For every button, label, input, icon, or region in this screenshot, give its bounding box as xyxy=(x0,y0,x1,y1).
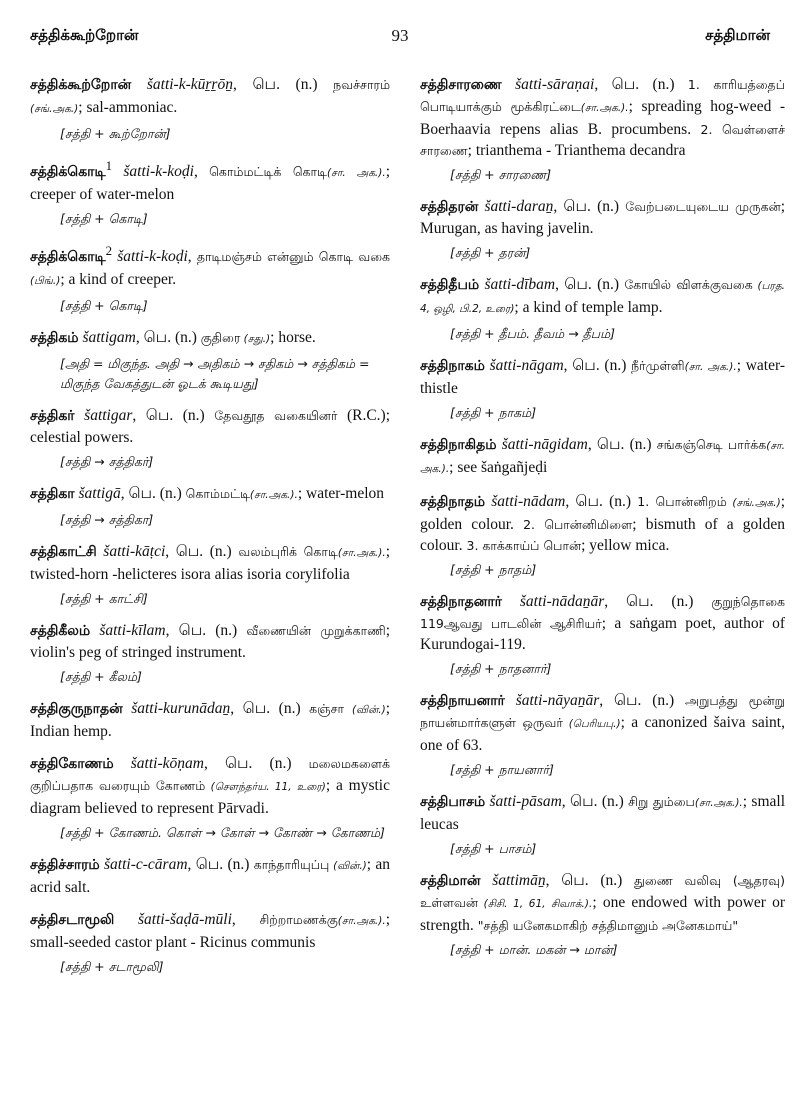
source-citation: (சா. அக.). xyxy=(420,440,785,475)
etymology: [சத்தி + கூற்றோன்] xyxy=(60,126,171,141)
transliteration: šatti-k-koḍi xyxy=(123,163,194,181)
part-of-speech: , xyxy=(187,248,197,266)
headword: சத்திதரன் xyxy=(420,199,479,215)
etymology: [சத்தி → சத்திகா] xyxy=(60,512,154,528)
part-of-speech: , பெ. (n.) xyxy=(165,543,239,561)
entry-body xyxy=(30,698,390,742)
headword: சத்திநாகிதம் xyxy=(420,437,497,453)
english-meaning: ; Indian hemp. xyxy=(30,700,391,741)
english-meaning-3: ; yellow mica. xyxy=(581,537,670,554)
right-column xyxy=(420,74,785,971)
etymology: [சத்தி + கொடி] xyxy=(60,211,148,227)
tamil-meaning: தேவதூத வகையினர் xyxy=(214,408,338,424)
transliteration: šatti-sāraṇai xyxy=(515,76,595,93)
source-citation: (சா.அக.). xyxy=(580,102,629,114)
entry-body xyxy=(420,355,785,399)
etymology: [சத்தி + கீலம்] xyxy=(60,669,142,685)
etymology: [சத்தி + நாகம்] xyxy=(450,405,537,420)
english-meaning: ; sal-ammoniac. xyxy=(78,99,178,116)
entry-body xyxy=(30,854,390,898)
tamil-meaning: தாடிமஞ்சம் என்னும் கொடி வகை xyxy=(196,249,391,265)
homonym-number: 2 xyxy=(105,243,113,259)
english-meaning: ; water-thistle xyxy=(420,357,785,397)
page-number: 93 xyxy=(391,26,409,45)
dictionary-entry xyxy=(30,753,390,843)
english-meaning: ; one endowed with power or strength. xyxy=(420,894,786,934)
entry-body xyxy=(30,620,390,663)
source-citation: (பெரியபு.) xyxy=(562,718,621,730)
tamil-meaning-2: 2. வெள்ளைச் சாரணை xyxy=(420,122,786,158)
entry-body xyxy=(30,155,390,205)
english-meaning: ; golden colour. xyxy=(420,493,786,533)
headword: சத்திமான் xyxy=(420,873,481,889)
transliteration: šatti-nādam xyxy=(491,493,566,510)
english-meaning-2: ; bismuth of a golden colour. xyxy=(420,516,785,554)
english-meaning: ; small leucas xyxy=(420,793,786,833)
transliteration: šatti-nāgidam xyxy=(501,436,588,453)
headword: சத்திக்கொடி xyxy=(30,164,106,181)
transliteration: šatti-nādaṉār xyxy=(519,593,605,610)
part-of-speech: , பெ. (n.) xyxy=(187,856,254,874)
header-first-word: சத்திக்கூற்றோன் xyxy=(30,26,139,44)
headword: சத்திச்சாரம் xyxy=(30,857,100,874)
source-citation: (சது.) xyxy=(240,333,271,346)
part-of-speech: , பெ. (n.) xyxy=(594,76,688,93)
tamil-meaning: வேற்படையுடைய முருகன் xyxy=(625,199,781,214)
entry-body xyxy=(420,74,785,161)
etymology: [சத்தி + பாசம்] xyxy=(450,841,537,856)
headword: சத்திகர் xyxy=(30,408,75,425)
source-citation: (பரத. 4, ஒழி, பி.2, உரை) xyxy=(420,280,785,315)
tamil-meaning-2: 2. பொன்னிமிளை xyxy=(523,517,633,532)
tamil-meaning: மலைமகளைக் குறிப்பதாக வரையும் கோணம் xyxy=(30,756,391,794)
source-citation: (சௌந்தர்ய. 11, உரை) xyxy=(205,781,326,794)
transliteration: šattimāṉ xyxy=(492,872,546,889)
part-of-speech: , பெ. (n.) xyxy=(203,755,309,773)
tamil-meaning: சிற்றாமணக்கு xyxy=(259,912,338,928)
part-of-speech: , பெ. (n.) xyxy=(120,485,186,503)
source-citation: (சங்.அக.) xyxy=(726,497,781,509)
entry-body xyxy=(30,753,390,819)
dictionary-entry xyxy=(30,74,390,144)
etymology: [சத்தி + காட்சி] xyxy=(60,591,148,607)
english-meaning: ; horse. xyxy=(270,329,316,347)
transliteration: šatti-kīlam xyxy=(99,622,166,640)
transliteration: šattigam xyxy=(82,329,136,347)
part-of-speech: , xyxy=(231,911,260,929)
english-meaning: ; violin's peg of stringed instrument. xyxy=(30,622,390,662)
part-of-speech: , பெ. (n.) xyxy=(135,329,201,347)
english-meaning: ; water-melon xyxy=(297,485,385,503)
transliteration: šattigā xyxy=(78,485,121,503)
headword: சத்திநாதம் xyxy=(420,494,486,510)
part-of-speech: , xyxy=(193,163,210,181)
dictionary-entry xyxy=(420,274,785,344)
transliteration: šatti-kurunādaṉ xyxy=(131,700,231,718)
english-meaning: ; spreading hog-weed - Boerhaavia repens alias B. procumbens. xyxy=(420,98,785,138)
part-of-speech: , பெ. (n.) xyxy=(561,793,629,810)
part-of-speech: , பெ. (n.) xyxy=(553,198,626,215)
part-of-speech: , பெ. (n.) xyxy=(232,76,334,93)
entry-body xyxy=(420,690,785,756)
english-meaning: ; an acrid salt. xyxy=(30,856,391,897)
headword: சத்திநாதனார் xyxy=(420,594,502,610)
tamil-meaning: கஞ்சா xyxy=(309,701,345,717)
headword: சத்திநாகம் xyxy=(420,358,485,374)
entry-body xyxy=(30,405,390,448)
english-meaning: ; Murugan, as having javelin. xyxy=(420,198,786,237)
dictionary-entry xyxy=(30,854,390,898)
entry-body xyxy=(420,491,785,556)
entry-body xyxy=(30,541,390,585)
entry-body xyxy=(30,74,390,120)
etymology: [சத்தி + சடாமூலி] xyxy=(60,959,164,975)
source-citation: (வின்.) xyxy=(329,860,367,873)
tamil-meaning-3: 3. காக்காய்ப் பொன் xyxy=(466,538,582,553)
transliteration: šatti-nāgam xyxy=(489,357,564,374)
dictionary-entry xyxy=(420,870,785,960)
etymology: [சத்தி + தீபம். தீவம் → தீபம்] xyxy=(450,326,616,341)
transliteration: šattigar xyxy=(84,407,133,425)
headword: சத்திகா xyxy=(30,486,75,503)
entry-body xyxy=(420,434,785,480)
tamil-meaning: வலம்புரிக் கொடி xyxy=(238,544,338,560)
transliteration: šatti-dībam xyxy=(484,276,556,293)
tamil-meaning: கொம்மட்டிக் கொடி xyxy=(209,164,328,180)
etymology: [சத்தி + நாதனார்] xyxy=(450,661,552,676)
tamil-meaning: கொம்மட்டி xyxy=(185,486,250,502)
source-citation: (சிசி. 1, 61, சிவாக்.). xyxy=(477,898,593,910)
headword: சத்திதீபம் xyxy=(420,277,480,293)
transliteration: šatti-kāṭci xyxy=(103,543,166,561)
headword: சத்திகுருநாதன் xyxy=(30,701,123,718)
source-citation: (சா. அக.). xyxy=(327,167,386,180)
tamil-meaning: கோயில் விளக்குவகை xyxy=(624,277,753,292)
source-citation: (சா. அக.). xyxy=(684,361,737,373)
headword: சத்திபாசம் xyxy=(420,794,486,810)
entry-body xyxy=(30,327,390,350)
entry-body xyxy=(420,591,785,655)
transliteration: šatti-c-cāram xyxy=(104,856,188,874)
headword: சத்திகம் xyxy=(30,330,79,347)
entry-body xyxy=(420,274,785,320)
etymology: [சத்தி + கொடி] xyxy=(60,298,148,314)
headword: சத்திக்கூற்றோன் xyxy=(30,77,132,93)
english-meaning: ; a kind of creeper. xyxy=(60,271,177,289)
entry-body xyxy=(420,196,785,239)
source-citation: (சா.அக.). xyxy=(249,489,298,502)
english-meaning: ; a kind of temple lamp. xyxy=(514,299,663,316)
part-of-speech: , பெ. (n.) xyxy=(599,692,686,709)
english-meaning-2: ; trianthema - Trianthema decandra xyxy=(467,142,686,159)
dictionary-entry xyxy=(420,591,785,679)
part-of-speech: , பெ. (n.) xyxy=(587,436,657,453)
tamil-meaning: குறுந்தொகை 119ஆவது பாடலின் ஆசிரியர் xyxy=(420,594,786,631)
tamil-meaning: சிறு தும்பை xyxy=(628,794,695,809)
part-of-speech: , பெ. (n.) xyxy=(563,357,632,374)
transliteration: šatti-k-koḍi xyxy=(117,248,188,266)
transliteration: šatti-nāyaṉār xyxy=(515,692,600,709)
dictionary-entry xyxy=(420,74,785,185)
dictionary-entry xyxy=(30,327,390,394)
dictionary-entry xyxy=(30,541,390,609)
part-of-speech: , பெ. (n.) xyxy=(555,276,625,293)
part-of-speech: , பெ. (n.) xyxy=(545,872,635,889)
part-of-speech: , பெ. (n.) xyxy=(230,700,310,718)
dictionary-entry xyxy=(420,690,785,780)
entry-body xyxy=(30,909,390,953)
english-meaning: ; see šaṅgañjeḍi xyxy=(449,459,548,476)
dictionary-entry xyxy=(30,483,390,530)
dictionary-entry xyxy=(30,155,390,229)
tamil-meaning: சங்கஞ்செடி பார்க்க xyxy=(656,437,767,452)
etymology: [சத்தி + சாரணை] xyxy=(450,167,552,182)
homonym-number: 1 xyxy=(105,158,113,173)
english-meaning: ; twisted-horn -helicteres isora alias isoria corylifolia xyxy=(30,543,391,584)
entry-body xyxy=(420,870,785,936)
dictionary-entry xyxy=(420,434,785,480)
etymology: [சத்தி + மான். மகன் → மான்] xyxy=(450,942,618,957)
tamil-meaning: வீணையின் முறுக்காணி xyxy=(246,623,386,639)
tamil-meaning: குதிரை xyxy=(200,330,241,346)
english-meaning: ; small-seeded castor plant - Ricinus communis xyxy=(30,911,391,952)
dictionary-entry xyxy=(420,791,785,859)
dictionary-entry xyxy=(30,240,390,316)
entry-body xyxy=(30,240,390,292)
part-of-speech: , பெ. (n.) xyxy=(565,493,638,510)
tamil-meaning-2: "சத்தி யனேகமாகிற் சத்திமானும் அனேகமாய்" xyxy=(477,918,739,933)
header-last-word: சத்திமான் xyxy=(705,26,770,44)
tamil-meaning: அறுபத்து மூன்று நாயன்மார்களுள் ஒருவர் xyxy=(420,693,786,730)
dictionary-entry xyxy=(420,491,785,580)
tamil-meaning: நவச்சாரம் xyxy=(333,77,391,92)
headword: சத்திசடாமூலி xyxy=(30,912,115,929)
source-citation: (சா.அக.). xyxy=(694,797,743,809)
source-citation: (பிங்.) xyxy=(30,275,61,288)
tamil-meaning: துணை வலிவு (ஆதரவு) உள்ளவன் xyxy=(420,873,786,910)
left-column xyxy=(30,74,390,988)
headword: சத்திகோணம் xyxy=(30,756,114,773)
dictionary-entry xyxy=(30,909,390,977)
part-of-speech: , பெ. (n.) xyxy=(132,407,215,425)
part-of-speech: , பெ. (n.) xyxy=(165,622,247,640)
tamil-meaning: 1. காரியத்தைப் பொடியாக்கும் மூக்கிரட்டை xyxy=(420,77,786,114)
tamil-meaning: நீர்முள்ளி xyxy=(631,358,685,373)
transliteration: šatti-kōṇam xyxy=(130,755,204,773)
source-citation: (சா.அக.). xyxy=(337,915,386,928)
headword: சத்திகாட்சி xyxy=(30,544,97,561)
headword: சத்திநாயனார் xyxy=(420,693,505,709)
headword: சத்திசாரணை xyxy=(420,77,502,93)
english-meaning: ; a saṅgam poet, author of Kurundogai-119. xyxy=(420,615,785,653)
source-citation: (சா.அக.). xyxy=(337,547,386,560)
etymology: [சத்தி → சத்திகர்] xyxy=(60,454,154,470)
transliteration: šatti-k-kūṟṟōṉ xyxy=(146,76,233,93)
etymology: [சத்தி + நாயனார்] xyxy=(450,762,554,777)
page-header xyxy=(30,26,770,52)
etymology: [அதி = மிகுந்த. அதி → அதிகம் → சதிகம் → சத்திகம் = மிகுந்த வேகத்துடன் ஓடக் கூடியது] xyxy=(60,356,370,392)
entry-body xyxy=(420,791,785,835)
etymology: [சத்தி + கோணம். கொள் → கோள் → கோண் → கோணம்] xyxy=(60,825,385,841)
transliteration: šatti-šaḍā-mūli xyxy=(138,911,232,929)
headword: சத்திக்கொடி xyxy=(30,249,106,266)
source-citation: (சங்.அக.) xyxy=(30,103,79,115)
dictionary-entry xyxy=(30,405,390,472)
etymology: [சத்தி + தரன்] xyxy=(450,245,531,260)
tamil-meaning: காந்தாரியுப்பு xyxy=(253,857,330,873)
etymology: [சத்தி + நாதம்] xyxy=(450,562,537,577)
english-meaning: (R.C.); celestial powers. xyxy=(30,407,391,447)
entry-body xyxy=(30,483,390,506)
dictionary-entry xyxy=(420,355,785,423)
english-meaning: ; a canonized šaiva saint, one of 63. xyxy=(420,714,785,754)
english-meaning: ; creeper of water-melon xyxy=(30,163,391,204)
headword: சத்திகீலம் xyxy=(30,623,91,640)
transliteration: šatti-pāsam xyxy=(489,793,562,810)
part-of-speech: , பெ. (n.) xyxy=(604,593,712,610)
dictionary-entry xyxy=(30,620,390,687)
tamil-meaning: 1. பொன்னிறம் xyxy=(637,494,727,509)
dictionary-entry xyxy=(30,698,390,742)
transliteration: šatti-daraṉ xyxy=(484,198,554,215)
source-citation: (வின்.) xyxy=(344,704,386,717)
dictionary-entry xyxy=(420,196,785,263)
english-meaning: ; a mystic diagram believed to represent Pārvadi. xyxy=(30,777,390,818)
